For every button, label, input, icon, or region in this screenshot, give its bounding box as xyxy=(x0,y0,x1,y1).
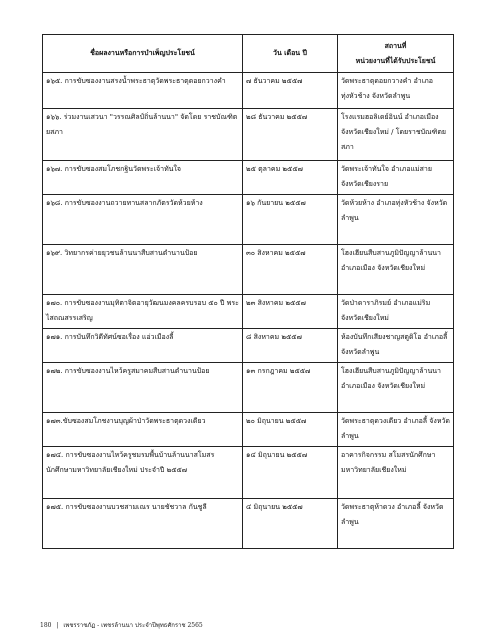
cell-work-name: ๑๖๘. การขับซองงานถวายทานสลากภัตรวัดห้วยห้าง xyxy=(43,195,243,245)
cell-work-name: ๑๖๕. การขับซองงานสรงน้ำพระธาตุวัดพระธาตุดอยกวางคำ xyxy=(43,73,243,109)
table-row xyxy=(43,245,454,295)
table-row xyxy=(43,73,454,109)
table-row xyxy=(43,109,454,161)
cell-date: ๗ ธันวาคม ๒๕๕๗ xyxy=(243,73,338,109)
cell-place: วัดพระเจ้าทันใจ อำเภอแม่สาย จังหวัดเชียงราย xyxy=(338,161,454,195)
cell-work-name: ๑๗๔. การขับซองงานไหว้ครูชมรมพื้นบ้านล้านนาสโมสรนักศึกษามหาวิทยาลัยเชียงใหม่ ประจำปี ๒๕๕๗ xyxy=(43,447,243,499)
page-number: 180 xyxy=(40,622,52,629)
table-header-row xyxy=(43,35,454,73)
page-footer xyxy=(40,620,206,630)
cell-date: ๑๔ มิถุนายน ๒๕๕๗ xyxy=(243,447,338,499)
header-date: วัน เดือน ปี xyxy=(243,35,338,73)
cell-work-name: ๑๖๙. วิทยากรค่ายยุวชนล้านนาสืบสานตำนานป้อย xyxy=(43,245,243,295)
table-row xyxy=(43,499,454,549)
cell-work-name: ๑๗๑. การบันทึกวิดีทัศน์ซอเรื่อง แอ่วเมืองลี้ xyxy=(43,329,243,363)
table-row xyxy=(43,161,454,195)
table-row xyxy=(43,447,454,499)
cell-place: วัดพระธาตุดอยกวางคำ อำเภอทุ่งหัวช้าง จังหวัดลำพูน xyxy=(338,73,454,109)
cell-work-name: ๑๗๐. การขับซองงานมุทิตาจิตอายุวัฒนมงคลครบรอบ ๕๐ ปี พระไสถณสรรเสริญ xyxy=(43,295,243,329)
cell-date: ๑๓ กรกฎาคม ๒๕๕๗ xyxy=(243,363,338,413)
footer-text: เพชรราชภัฏ - เพชรล้านนา ประจำปีพุทธศักราช 2565 xyxy=(63,622,203,629)
cell-date: ๔ มิถุนายน ๒๕๕๗ xyxy=(243,499,338,549)
cell-date: ๘ สิงหาคม ๒๕๕๗ xyxy=(243,329,338,363)
cell-place: วัดพระธาตุดวงเดียว อำเภอลี้ จังหวัดลำพูน xyxy=(338,413,454,447)
cell-work-name: ๑๖๗. การขับซองสมโภชกฐินวัดพระเจ้าทันใจ xyxy=(43,161,243,195)
table-row xyxy=(43,295,454,329)
cell-work-name: ๑๗๕. การขับซองงานบวชสามเณร นายชัชวาล กันชูลี xyxy=(43,499,243,549)
table-row xyxy=(43,363,454,413)
cell-date: ๑๖ กันยายน ๒๕๕๗ xyxy=(243,195,338,245)
cell-date: ๒๘ ธันวาคม ๒๕๕๗ xyxy=(243,109,338,161)
cell-place: วัดห้วยห้าง อำเภอทุ่งหัวช้าง จังหวัดลำพูน xyxy=(338,195,454,245)
table-row xyxy=(43,413,454,447)
header-place: สถานที่ หน่วยงานที่ได้รับประโยชน์ xyxy=(338,35,454,73)
cell-place: อาคารกิจกรรม สโมสรนักศึกษา มหาวิทยาลัยเชียงใหม่ xyxy=(338,447,454,499)
cell-work-name: ๑๗๒. การขับซองงานไหว้ครูสมาคมสืบสานตำนานป้อย xyxy=(43,363,243,413)
works-table xyxy=(42,34,454,549)
table-row xyxy=(43,329,454,363)
table-row xyxy=(43,195,454,245)
cell-work-name: ๑๗๓.ขับซองสมโภชงานบุญผ้าป่าวัดพระธาตุดวงเดียว xyxy=(43,413,243,447)
cell-place: วัดพระธาตุห้าดวง อำเภอลี้ จังหวัดลำพูน xyxy=(338,499,454,549)
cell-place: โฮงเฮียนสืบสานภูมิปัญญาล้านนา อำเภอเมือง จังหวัดเชียงใหม่ xyxy=(338,245,454,295)
cell-work-name: ๑๖๖. ร่วมงานเสวนา "วรรณศิลป์ถิ่นล้านนา" จัดโดย ราชบัณฑิตยสภา xyxy=(43,109,243,161)
cell-place: โฮงเฮียนสืบสานภูมิปัญญาล้านนา อำเภอเมือง จังหวัดเชียงใหม่ xyxy=(338,363,454,413)
cell-date: ๒๓ สิงหาคม ๒๕๕๗ xyxy=(243,295,338,329)
cell-place: วัดป่าดาราภิรมย์ อำเภอแม่ริม จังหวัดเชียงใหม่ xyxy=(338,295,454,329)
cell-date: ๒๐ มิถุนายน ๒๕๕๗ xyxy=(243,413,338,447)
footer-separator: | xyxy=(56,622,59,629)
cell-date: ๒๕ ตุลาคม ๒๕๕๗ xyxy=(243,161,338,195)
cell-place: โรงแรมฮอลิเดย์อินน์ อำเภอเมือง จังหวัดเชียงใหม่ / โดยราชบัณฑิตยสภา xyxy=(338,109,454,161)
header-work-name: ชื่อผลงานหรือการบำเพ็ญประโยชน์ xyxy=(43,35,243,73)
cell-date: ๓๐ สิงหาคม ๒๕๕๗ xyxy=(243,245,338,295)
cell-place: ห้องบันทึกเสียงชาญสตูดิโอ อำเภอลี้ จังหวัดลำพูน xyxy=(338,329,454,363)
